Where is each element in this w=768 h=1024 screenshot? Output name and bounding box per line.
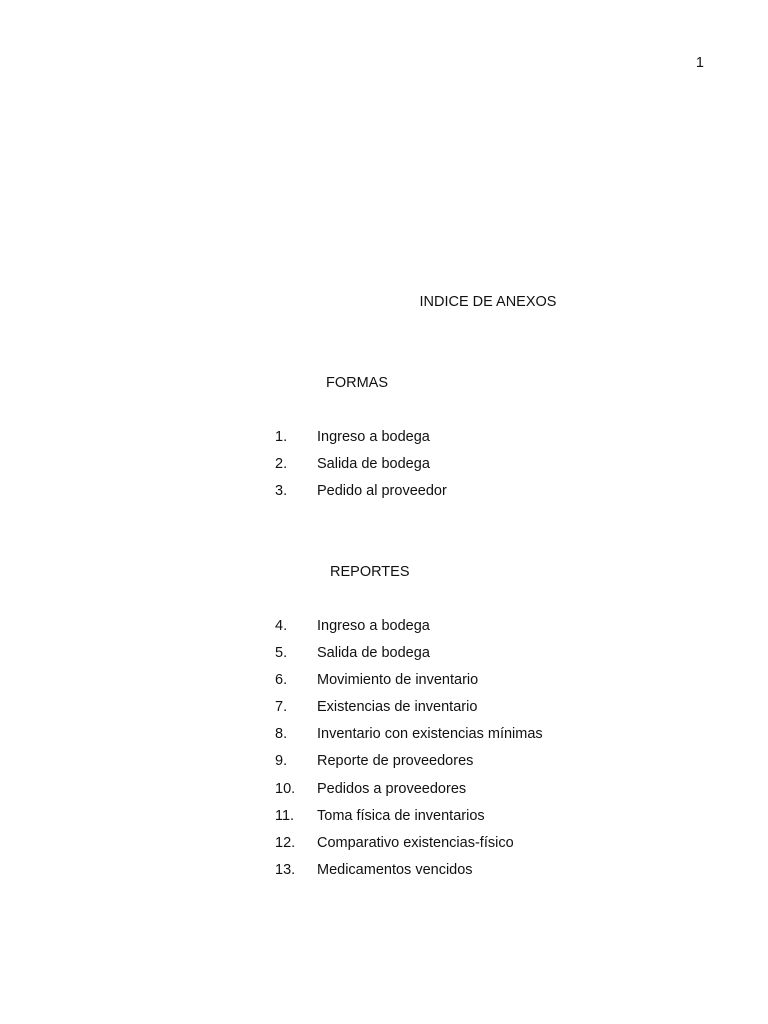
item-label: Existencias de inventario [317, 699, 478, 716]
item-label: Reporte de proveedores [317, 753, 474, 770]
item-number: 2. [275, 456, 288, 473]
list-item [275, 862, 543, 889]
item-number: 9. [275, 753, 288, 770]
list-item [275, 645, 543, 672]
item-label: Salida de bodega [317, 456, 430, 473]
item-number: 10. [275, 780, 296, 797]
item-label: Pedido al proveedor [317, 483, 447, 500]
list-item [275, 699, 543, 726]
section-heading-reportes: REPORTES [330, 564, 410, 580]
item-number: 1. [275, 429, 288, 445]
item-label: Movimiento de inventario [317, 672, 479, 689]
list-item [275, 781, 543, 808]
item-label: Ingreso a bodega [317, 429, 430, 445]
list-item [275, 753, 543, 780]
reportes-list [275, 618, 543, 889]
item-number: 8. [275, 726, 288, 743]
formas-list [275, 429, 447, 510]
list-item [275, 618, 543, 645]
item-label: Comparativo existencias-físico [317, 834, 514, 851]
list-item [275, 672, 543, 699]
item-number: 11. [275, 807, 295, 824]
list-item [275, 726, 543, 753]
list-item [275, 429, 447, 456]
document-title: INDICE DE ANEXOS [419, 294, 557, 310]
item-label: Inventario con existencias mínimas [317, 726, 543, 743]
item-number: 3. [275, 483, 288, 500]
item-number: 13. [275, 861, 296, 878]
page-number: 1 [695, 55, 704, 71]
item-number: 5. [275, 645, 288, 662]
list-item [275, 808, 543, 835]
item-label: Salida de bodega [317, 645, 430, 662]
item-number: 12. [275, 834, 296, 851]
item-number: 7. [275, 699, 288, 716]
item-label: Ingreso a bodega [317, 618, 430, 634]
list-item [275, 835, 543, 862]
item-number: 6. [275, 672, 288, 689]
item-label: Medicamentos vencidos [317, 861, 473, 878]
list-item [275, 483, 447, 510]
list-item [275, 456, 447, 483]
item-label: Toma física de inventarios [317, 807, 485, 824]
section-heading-formas: FORMAS [326, 375, 389, 391]
item-label: Pedidos a proveedores [317, 780, 467, 797]
item-number: 4. [275, 618, 288, 634]
